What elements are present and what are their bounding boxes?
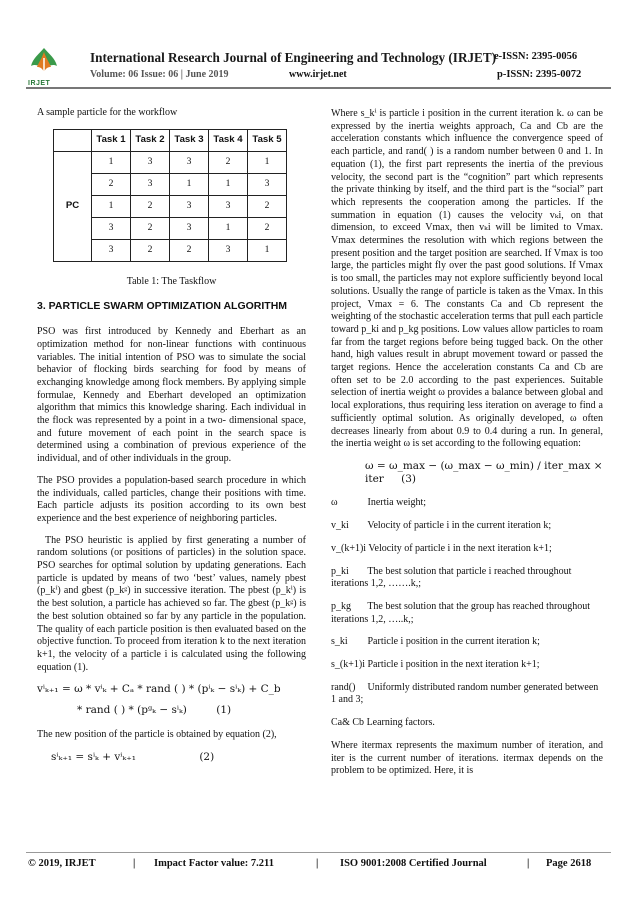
symbol-name: p_kg [331,600,351,612]
table-cell: 2 [248,217,287,239]
symbol-name: p_ki [331,565,349,577]
symbol-desc: Learning factors. [366,717,435,729]
table-cell: 1 [248,151,287,173]
p-issn: p-ISSN: 2395-0072 [497,69,582,80]
list-item [331,566,603,591]
table-cell: 2 [131,239,170,261]
footer-iso: ISO 9001:2008 Certified Journal [340,858,487,869]
list-item [331,497,603,510]
footer-separator: | [527,858,530,869]
symbol-desc: Uniformly distributed random number generated between 1 and 3; [331,681,599,706]
taskflow-table [53,129,287,262]
table-cell: 1 [209,217,248,239]
symbol-desc: Velocity of particle i in the next iteration k+1; [368,542,552,554]
table-cell: 3 [209,195,248,217]
symbol-list [331,497,603,729]
table-cell: 3 [92,217,131,239]
symbol-desc: Particle i position in the current iteration k; [367,636,540,648]
paragraph: The PSO heuristic is applied by first generating a number of random solutions (or positions of particles) in the solution space. PSO searches for optimal solution by updating generations. Each particle is updated by means of two ‘best’ values, namely pbest (p_kⁱ) and gbest (p_kᵍ) in successive iteration. The pbest (p_kⁱ) is the best solution, a particle has achieved so far. The gbest (p_kᵍ) is the best solution obtained so far by any particle in the population. The quality of each particle position is then evaluated based on the objective function. To proceed from iteration k to the next iteration k+1, the velocity of a particle i is calculated using the following equation (1). [37,534,306,673]
list-item [331,520,603,533]
table-header-corner [54,129,92,151]
volume-issue: Volume: 06 Issue: 06 | June 2019 [90,69,229,80]
equation-1 [37,683,306,716]
table-cell: 3 [170,195,209,217]
footer-page: Page 2618 [546,858,592,869]
paragraph: The PSO provides a population-based search procedure in which the individuals, called particles, change their positions with time. Each particle adjusts its position according to its own best experience and the best experience of neighboring particles. [37,474,306,524]
table-cell: 2 [131,195,170,217]
table-cell: 2 [131,217,170,239]
left-column [37,107,306,775]
table-cell: 2 [248,195,287,217]
equation-3-number: (3) [401,472,417,485]
table-cell: 2 [170,239,209,261]
symbol-desc: Velocity of particle i in the current iteration k; [367,520,552,532]
equation-1-line2: * rand ( ) * (pᵍₖ − sⁱₖ) [77,704,187,717]
symbol-name: s_(k+1)i [331,659,365,671]
symbol-name: v_ki [331,520,349,532]
table-cell: 3 [92,239,131,261]
footer-separator: | [316,858,319,869]
symbol-desc: Particle i position in the next iteration k+1; [367,659,540,671]
footer-impact: Impact Factor value: 7.211 [154,858,274,869]
paragraph: Where s_kⁱ is particle i position in the current iteration k. ω can be expressed by the inertia weights approach, Ca and Cb are the acceleration constants which influence the convergence speed of each particle, and rand( ) is a random number between 0 and 1. In equation (1), the first part represents the inertia of the previous velocity, the second part is the “cognition” part which represents the private thinking by itself, and the third part is the “social” part which represents the cooperation among the particles. If the summation in equation (1) causes the velocity vₖi, on that dimension, to exceed Vmax, then vₖi will be limited to Vmax. Vmax determines the resolution with which regions between the present position and the target position are searched. If Vmax is too large, the particles might fly over the past good solutions. If Vmax is too small, the particles may not explore sufficiently beyond local solutions. Usually the range of particle is taken as the Vmax. In this project, Vmax = 6. The constants Ca and Cb represent the weighting of the stochastic acceleration terms that pull each particle toward p_ki and p_kg positions. Low values allow particles to roam far from the target regions before being tugged back. On the other hand, high values result in abrupt movement toward or passed the target regions. Hence the acceleration constants Ca and Cb are often set to be 2.0 according to the past experiences. Suitable selection of inertia weight ω provides a balance between global and local explorations, thus requiring less iteration on average to find a sufficiently optimal solution. As originally developed, ω often decreases linearly from about 0.9 to 0.4 during a run. In general, the inertia weight ω is set according to the following equation: [331,108,603,450]
section-heading: 3. PARTICLE SWARM OPTIMIZATION ALGORITHM [37,300,288,313]
paragraph: The new position of the particle is obtained by equation (2), [37,728,277,740]
list-item [331,659,603,672]
symbol-name: s_ki [331,636,348,648]
equation-1-number: (1) [216,704,232,717]
table-cell: 2 [209,151,248,173]
list-item [331,543,603,556]
table-cell: 3 [170,217,209,239]
table-cell: 3 [170,151,209,173]
list-item [331,717,603,730]
symbol-desc: The best solution that the group has reached throughout iterations 1,2, …..k,; [331,600,591,625]
symbol-name: Ca& Cb [331,717,365,729]
table-cell: 1 [170,173,209,195]
paragraph: PSO was first introduced by Kennedy and Eberhart as an optimization method for non-linear functions with continuous variables. The initial intention of PSO was to simulate the social behavior of flocking birds searching for food by means of exchanging knowledge among flock members. By applying simple formulae, Kennedy and Eberhart developed an optimization algorithm that mimics this knowledge sharing. Each individual in the flock was represented by a point in a two- dimensional space, and future movement of each point in the search space is determined using a combination of previous experience of the individual, and of other individuals in the group. [37,326,306,465]
symbol-desc: Inertia weight; [367,497,427,509]
table-cell: 1 [248,239,287,261]
table-intro: A sample particle for the workflow [37,107,178,118]
table-header-task2: Task 2 [131,129,170,151]
footer-rule [26,852,611,853]
table-cell: 3 [131,173,170,195]
table-cell: 1 [209,173,248,195]
table-row [54,151,287,173]
symbol-name: rand() [331,681,356,693]
table-header-task1: Task 1 [92,129,131,151]
table-header-task5: Task 5 [248,129,287,151]
table-header-row [54,129,287,151]
footer-separator: | [133,858,136,869]
equation-3 [365,460,603,485]
table-cell: 1 [92,195,131,217]
footer-copyright: © 2019, IRJET [28,858,96,869]
list-item [331,601,603,626]
table-header-task3: Task 3 [170,129,209,151]
list-item [331,636,603,649]
table-cell: 3 [131,151,170,173]
symbol-name: v_(k+1)i [331,542,367,554]
header-rule [26,87,611,89]
paragraph: Where itermax represents the maximum number of iteration, and iter is the current number of iterations. itermax depends on the problem to be optimized. Here, it is [331,739,603,777]
table-header-task4: Task 4 [209,129,248,151]
equation-1-line1: vⁱₖ₊₁ = ω * vⁱₖ + Cₐ * rand ( ) * (pⁱₖ − sⁱₖ) + C_b [37,683,281,696]
e-issn: e-ISSN: 2395-0056 [494,51,578,62]
table-row-label: PC [54,151,92,261]
equation-3-body: ω = ω_max − (ω_max − ω_min) / iter_max × iter [365,459,603,485]
irjet-logo-icon [27,46,61,80]
website-link[interactable]: www.irjet.net [289,69,347,80]
logo-text: IRJET [28,80,51,87]
equation-2-body: sⁱₖ₊₁ = sⁱₖ + vⁱₖ₊₁ [51,750,136,763]
table-caption: Table 1: The Taskflow [126,275,217,287]
equation-2-number: (2) [199,750,215,763]
equation-2 [51,751,306,764]
symbol-name: ω [331,497,338,509]
symbol-desc: The best solution that particle i reached throughout iterations 1,2, …….k,; [331,565,572,590]
list-item [331,682,603,707]
journal-title: International Research Journal of Engineering and Technology (IRJET) [90,50,497,65]
table-cell: 3 [209,239,248,261]
right-column [331,108,603,787]
table-cell: 1 [92,151,131,173]
table-cell: 2 [92,173,131,195]
table-cell: 3 [248,173,287,195]
